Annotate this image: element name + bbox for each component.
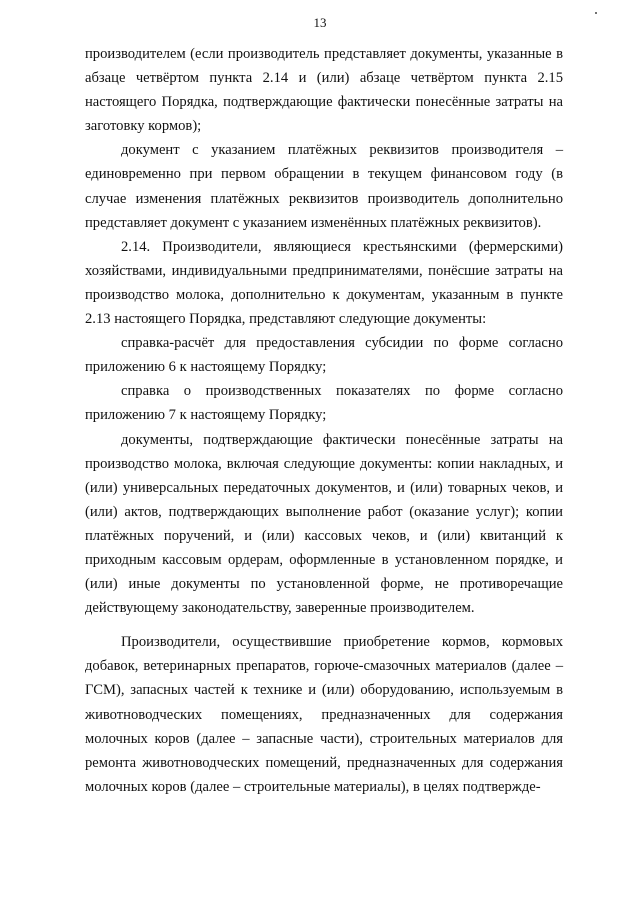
paragraph-cost-documents: документы, подтверждающие фактически понесённые затраты на производство молока, включая следующие документы: копии накладных, и (или) универсальных передаточных документов, и (или) товарных чеков, и (или) актов, подтверждающих выполнение работ (оказание услуг); копии платёжных поручений, и (или) кассовых чеков, и (или) квитанций к приходным кассовым ордерам, оформленные в установленном порядке, и (или) иные документы по установленной форме, не противоречащие действующему законодательству, заверенные производителем.: [85, 431, 563, 617]
document-body: [85, 42, 563, 799]
page-number: 13: [313, 15, 327, 30]
paragraph-continuation: производителем (если производитель представляет документы, указанные в абзаце четвёртом пункта 2.14 и (или) абзаце четвёртом пункта 2.15 настоящего Порядка, подтверждающие фактически понесённые затраты на заготовку кормов);: [85, 46, 563, 135]
paragraph-producers-purchases: Производители, осуществившие приобретение кормов, кормовых добавок, ветеринарных препаратов, горюче-смазочных материалов (далее – ГСМ), запасных частей к технике и (или) оборудованию, используемым в животноводческих помещениях, предназначенных для содержания молочных коров (далее – запасные части), строительных материалов для ремонта животноводческих помещений, предназначенных для содержания молочных коров (далее – строительные материалы), в целях подтвержде-: [85, 634, 563, 795]
scan-speck: [595, 12, 597, 14]
paragraph-payment-details: документ с указанием платёжных реквизитов производителя – единовременно при первом обращении в текущем финансовом году (в случае изменения платёжных реквизитов производитель дополнительно представляет документ с указанием изменённых платёжных реквизитов).: [85, 142, 563, 231]
paragraph-section-2-14: 2.14. Производители, являющиеся крестьянскими (фермерскими) хозяйствами, индивидуальными предпринимателями, понёсшие затраты на производство молока, дополнительно к документам, указанным в пункте 2.13 настоящего Порядка, представляют следующие документы:: [85, 238, 563, 328]
paragraph-production-indicators: справка о производственных показателях по форме согласно приложению 7 к настоящему Порядку;: [85, 383, 563, 424]
paragraph-subsidy-calculation: справка-расчёт для предоставления субсидии по форме согласно приложению 6 к настоящему Порядку;: [85, 335, 563, 376]
